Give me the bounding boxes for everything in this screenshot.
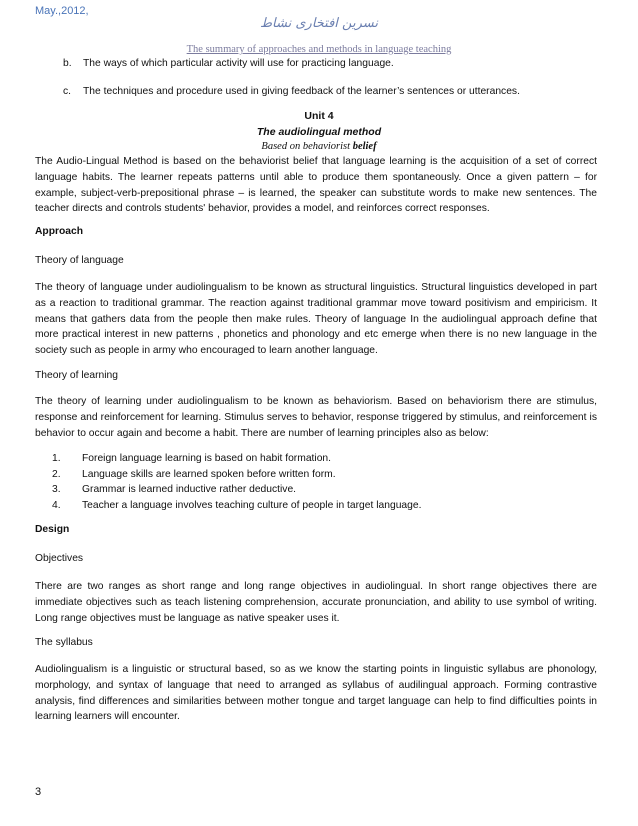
list-text: Language skills are learned spoken before written form. xyxy=(82,468,336,480)
intro-paragraph: The Audio-Lingual Method is based on the behaviorist belief that language learning is the acquisition of a set of correct language habits. The learner repeats patterns until able to produce them spontaneously. Once a given pattern – for example, subject-verb-prepositional phrase – is learned, the speaker can substitute words to make new sentences. The teacher directs and controls students' behavior, provides a model, and reinforces correct responses. xyxy=(35,156,597,215)
list-item-label: c. xyxy=(63,86,72,97)
list-item xyxy=(52,451,421,467)
design-heading: Design xyxy=(35,524,70,535)
page-number: 3 xyxy=(35,786,42,798)
list-item xyxy=(52,498,421,514)
unit-number: Unit 4 xyxy=(304,110,334,122)
list-item-label: b. xyxy=(63,58,72,69)
list-number: 2. xyxy=(52,468,61,480)
theory-language-heading: Theory of language xyxy=(35,255,124,266)
syllabus-heading: The syllabus xyxy=(35,637,93,648)
unit-subtitle-part1: Based on behaviorist xyxy=(261,141,351,152)
list-item-c xyxy=(63,86,520,97)
list-number: 4. xyxy=(52,499,61,511)
theory-learning-paragraph: The theory of learning under audiolingualism to be known as behaviorism. Based on behaviorism there are stimulus, response and reinforcement for learning. Stimulus serves to behavior, response triggered by stimulus, and reinforcement is behavior to occur again and become a habit. There are number of learning principles also as below: xyxy=(35,396,597,439)
approach-heading: Approach xyxy=(35,226,84,237)
unit-subtitle-part2: belief xyxy=(350,141,377,152)
list-item-text: The ways of which particular activity will use for practicing language. xyxy=(83,58,394,69)
list-item xyxy=(52,467,421,483)
learning-principles-list xyxy=(52,451,421,513)
theory-learning-heading: Theory of learning xyxy=(35,370,118,381)
syllabus-paragraph: Audiolingualism is a linguistic or structural based, so as we know the starting points in linguistic syllabus are phonology, morphology, and syntax of language that need to arranged as syllabus of audilingual approach. Forming contrastive analysis, find differences and similarities between mother tongue and target language can help to find difficulties points in learning learners will encounter. xyxy=(35,664,597,723)
list-text: Teacher a language involves teaching culture of people in target language. xyxy=(82,499,422,511)
list-number: 3. xyxy=(52,484,61,496)
theory-language-paragraph: The theory of language under audiolingualism to be known as structural linguistics. Structural linguistics developed in part as a reaction to traditional grammar. The reaction against traditional grammar move toward positivism and empiricism. It means that gathers data from the people then make rules. Theory of language In the audiolingual approach define that more practical interest in new patterns , phonetics and phonology and etc emerge when there is no new language in the society such as people in army who encouraged to learn another language. xyxy=(35,282,597,357)
unit-subtitle xyxy=(0,141,638,152)
list-number: 1. xyxy=(52,453,61,464)
header-date: May.,2012, xyxy=(35,5,89,17)
list-text: Grammar is learned inductive rather deductive. xyxy=(82,484,297,496)
unit-title: The audiolingual method xyxy=(256,126,382,138)
header-author-arabic: نسرين افتخاری نشاط xyxy=(260,16,378,31)
objectives-heading: Objectives xyxy=(35,553,84,564)
list-item xyxy=(52,482,421,498)
list-item-text: The techniques and procedure used in giving feedback of the learner’s sentences or utterances. xyxy=(83,86,520,97)
header-running-title: The summary of approaches and methods in language teaching xyxy=(186,44,452,55)
list-text: Foreign language learning is based on habit formation. xyxy=(82,453,332,464)
objectives-paragraph: There are two ranges as short range and long range objectives in audiolingual. In short range objectives there are immediate objectives such as teach listening comprehension, accurate pronunciation, and ability to use symbol of writing. Long range objectives must be language as native speaker uses it. xyxy=(35,581,597,624)
list-item-b xyxy=(63,58,394,69)
